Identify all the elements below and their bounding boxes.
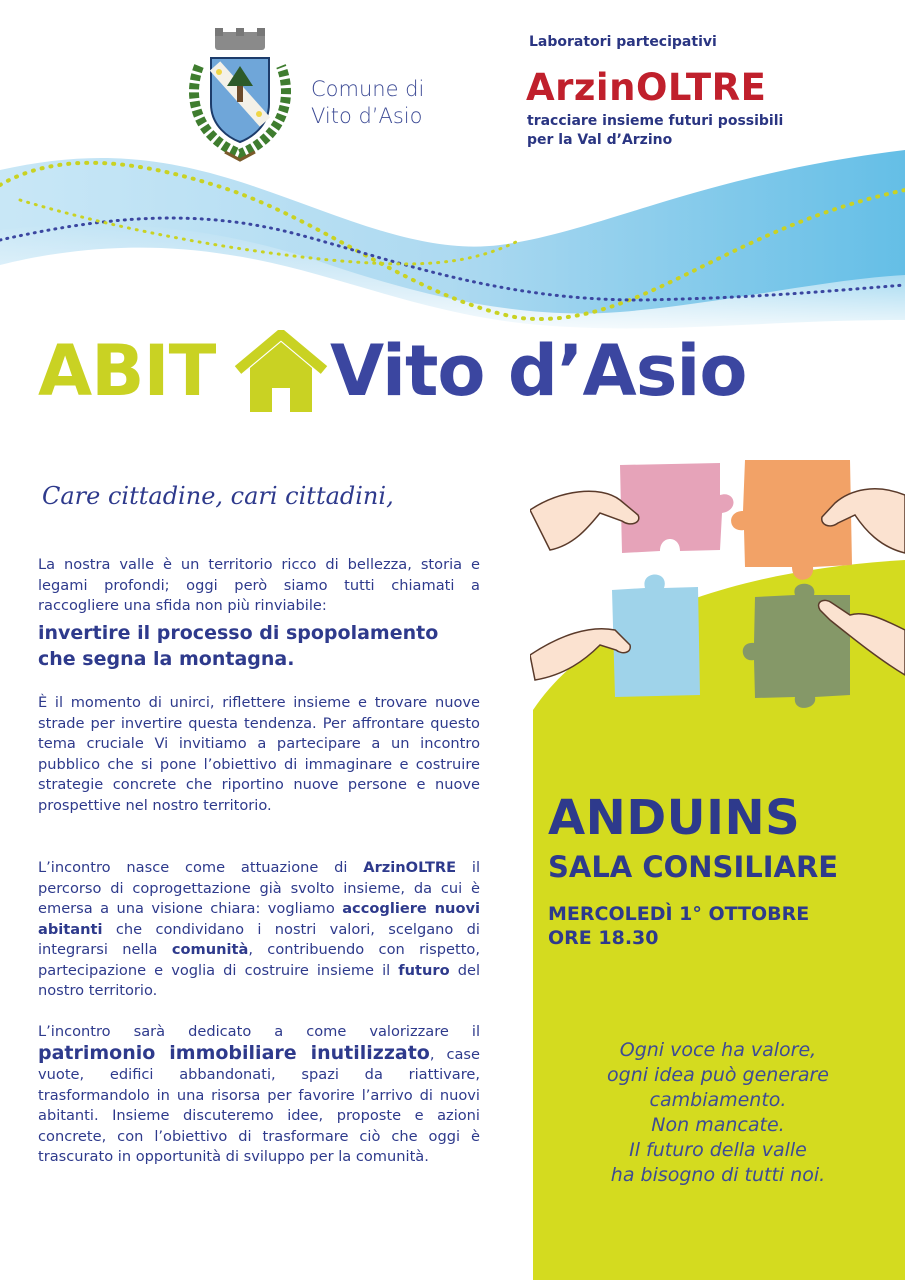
event-time: ORE 18.30 [548,927,659,949]
event-datetime [548,902,809,950]
key-message-line-1: invertire il processo di spopolamento [38,622,439,644]
p4-text-a: L’incontro sarà dedicato a come valorizzare il [38,1023,480,1040]
paragraph-2: È il momento di unirci, riflettere insieme e trovare nuove strade per invertire questa tendenza. Per affrontare questo tema cruciale Vi invitiamo a partecipare a un incontro pubblico che si pone l’obiettivo di immaginare e costruire strategie concrete che riportino nuove persone e nuove prospettive nel nostro territorio. [38,694,480,814]
quote-line-3: cambiamento. [649,1089,787,1111]
event-venue: SALA CONSILIARE [548,850,839,884]
p3-text-a: L’incontro nasce come attuazione di [38,859,364,876]
comune-label [311,76,424,130]
main-title [38,330,778,420]
p3-bold-comunita: comunità [171,941,249,958]
title-vito-dasio: Vito d’Asio [330,330,747,412]
p3-text-c: il percorso di coprogettazione già svolto insieme, da cui è emersa a una visione chiara: vogliamo [38,859,481,917]
tagline-line-1: tracciare insieme futuri possibili [527,113,784,129]
tagline-line-2: per la Val d’Arzino [527,132,673,148]
puzzle-hands-illustration [530,455,905,725]
house-icon [234,330,328,414]
title-abit: ABIT [38,330,216,412]
arzinoltre-logo: ArzinOLTRE [526,66,767,109]
event-date: MERCOLEDÌ 1° OTTOBRE [548,903,810,925]
arzinoltre-tagline [527,112,783,150]
quote-line-2: ogni idea può generare [607,1064,829,1086]
key-message [38,620,438,672]
paragraph-4 [38,1022,480,1168]
p3-bold-arzinoltre: ArzinOLTRE [363,859,457,876]
event-place: ANDUINS [548,790,801,846]
p4-bold-patrimonio: patrimonio immobiliare inutilizzato [38,1041,430,1064]
municipal-crest-icon [185,26,295,166]
quote-line-4: Non mancate. [651,1114,785,1136]
comune-line-2: Vito d’Asio [311,104,423,128]
paragraph-1: La nostra valle è un territorio ricco di bellezza, storia e legami profondi; oggi però siamo tutti chiamati a raccogliere una sfida non più rinviabile: [38,556,480,614]
quote-line-6: ha bisogno di tutti noi. [610,1164,826,1186]
p3-text-g: , contribuendo con rispetto, partecipazione e voglia di costruire insieme il [38,941,480,979]
lab-title: Laboratori partecipativi [529,34,717,50]
p3-bold-accogliere: accogliere nuovi abitanti [38,900,480,938]
p4-text-c: , case vuote, edifici abbandonati, spazi da riattivare, trasformandolo in una risorsa per favorire l’arrivo di nuovi abitanti. Insieme discuteremo idee, proposte e azioni concrete, con l’obiettivo di trasformare ciò che oggi è trascurato in opportunità di sviluppo per la comunità. [38,1045,481,1165]
p3-text-i: del nostro territorio. [38,961,481,999]
quote-line-1: Ogni voce ha valore, [619,1039,817,1061]
p3-bold-futuro: futuro [398,961,450,979]
key-message-line-2: che segna la montagna. [38,648,295,670]
p3-text-e: che condividano i nostri valori, scelgano di integrarsi nella [38,920,480,958]
comune-line-1: Comune di [311,77,425,101]
greeting: Care cittadine, cari cittadini, [42,482,394,510]
header-wave-art [0,0,905,340]
closing-quote [568,1038,868,1188]
paragraph-3 [38,858,480,1002]
quote-line-5: Il futuro della valle [629,1139,807,1161]
